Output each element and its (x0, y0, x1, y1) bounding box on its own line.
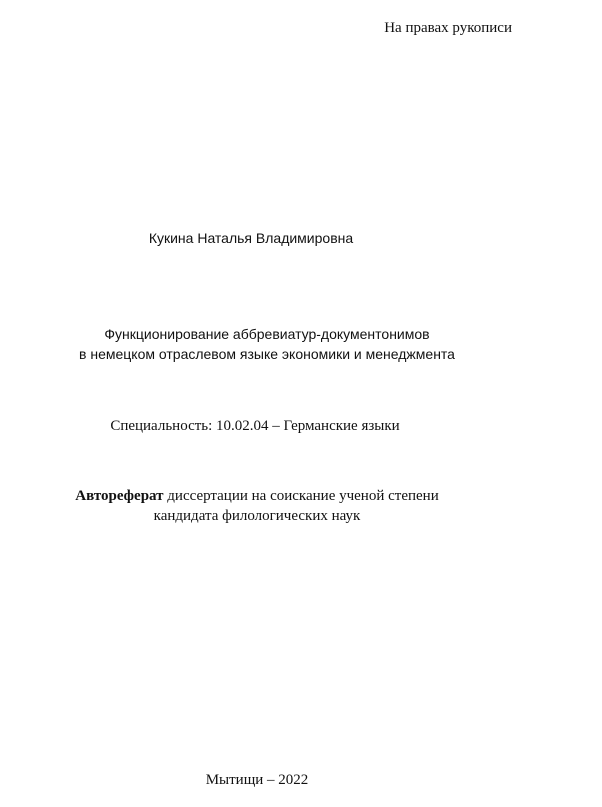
title-line-1: Функционирование аббревиатур-документонимов (104, 326, 430, 342)
title-line-2: в немецком отраслевом языке экономики и менеджмента (79, 346, 455, 362)
dissertation-title (0, 324, 534, 364)
rights-note: На правах рукописи (384, 20, 512, 36)
degree-line-2: кандидата филологических наук (153, 508, 361, 524)
specialty: Специальность: 10.02.04 – Германские языки (110, 418, 400, 434)
degree-line-1 (0, 486, 514, 506)
abstract-label: Автореферат (75, 488, 164, 504)
degree-line-1-rest: диссертации на соискание ученой степени (163, 488, 439, 504)
degree-statement (0, 486, 514, 526)
author-name: Кукина Наталья Владимировна (148, 230, 354, 246)
place-year: Мытищи – 2022 (205, 772, 309, 788)
